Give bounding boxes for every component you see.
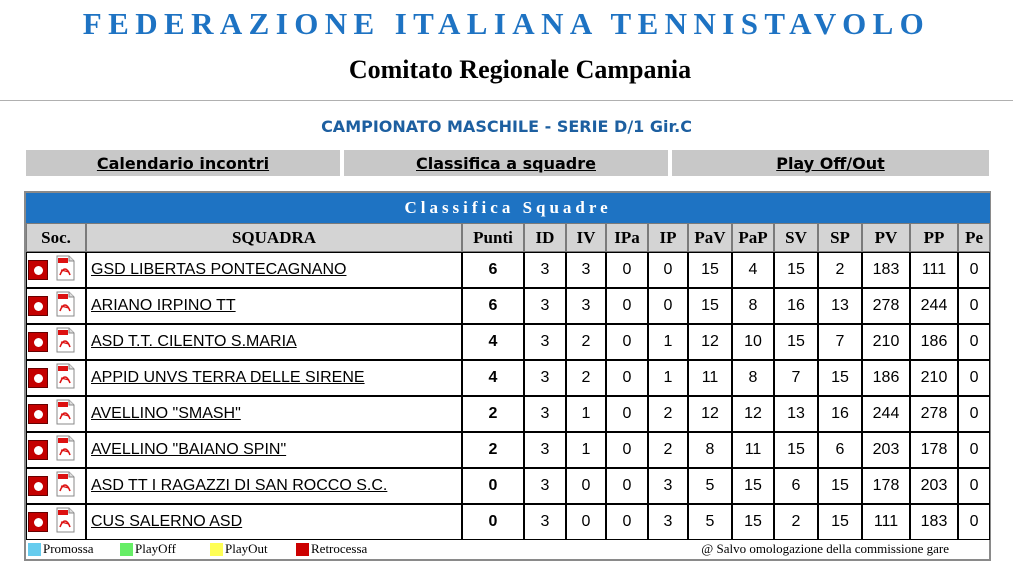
pe-cell: 0 bbox=[958, 288, 990, 324]
punti-cell: 6 bbox=[462, 252, 524, 288]
sv-cell: 2 bbox=[774, 504, 818, 540]
punti-cell: 2 bbox=[462, 432, 524, 468]
pp-cell: 178 bbox=[910, 432, 958, 468]
header-row bbox=[26, 223, 990, 252]
ipa-cell: 0 bbox=[606, 468, 648, 504]
legend-note: @ Salvo omologazione della commissione gare bbox=[701, 541, 949, 556]
pp-cell: 210 bbox=[910, 360, 958, 396]
table-row bbox=[26, 252, 990, 288]
ipa-cell: 0 bbox=[606, 504, 648, 540]
id-cell: 3 bbox=[524, 288, 566, 324]
pv-cell: 203 bbox=[862, 432, 910, 468]
federation-title: FEDERAZIONE ITALIANA TENNISTAVOLO bbox=[82, 6, 931, 41]
id-cell: 3 bbox=[524, 360, 566, 396]
pv-cell: 186 bbox=[862, 360, 910, 396]
sv-cell: 15 bbox=[774, 324, 818, 360]
ip-cell: 1 bbox=[648, 324, 688, 360]
ipa-cell: 0 bbox=[606, 252, 648, 288]
pe-cell: 0 bbox=[958, 324, 990, 360]
sv-cell: 6 bbox=[774, 468, 818, 504]
iv-cell: 0 bbox=[566, 504, 606, 540]
column-header: PV bbox=[862, 223, 910, 252]
pap-cell: 8 bbox=[732, 360, 774, 396]
pv-cell: 244 bbox=[862, 396, 910, 432]
pe-cell: 0 bbox=[958, 252, 990, 288]
ipa-cell: 0 bbox=[606, 360, 648, 396]
pap-cell: 15 bbox=[732, 504, 774, 540]
legend bbox=[26, 539, 989, 559]
team-cell bbox=[86, 396, 462, 432]
column-header: SV bbox=[774, 223, 818, 252]
society-icon[interactable] bbox=[28, 332, 48, 352]
society-cell bbox=[26, 252, 86, 288]
legend-item bbox=[120, 541, 176, 557]
sp-cell: 15 bbox=[818, 504, 862, 540]
team-cell bbox=[86, 252, 462, 288]
column-header: Soc. bbox=[26, 223, 86, 252]
pv-cell: 178 bbox=[862, 468, 910, 504]
sv-cell: 15 bbox=[774, 432, 818, 468]
pp-cell: 244 bbox=[910, 288, 958, 324]
pav-cell: 15 bbox=[688, 252, 732, 288]
iv-cell: 1 bbox=[566, 396, 606, 432]
iv-cell: 3 bbox=[566, 252, 606, 288]
sv-cell: 15 bbox=[774, 252, 818, 288]
iv-cell: 0 bbox=[566, 468, 606, 504]
society-icon[interactable] bbox=[28, 440, 48, 460]
legend-label: Retrocessa bbox=[311, 541, 368, 556]
society-icon[interactable] bbox=[28, 476, 48, 496]
ipa-cell: 0 bbox=[606, 288, 648, 324]
pdf-icon[interactable] bbox=[54, 327, 76, 358]
column-header: PaP bbox=[732, 223, 774, 252]
id-cell: 3 bbox=[524, 504, 566, 540]
society-cell bbox=[26, 468, 86, 504]
punti-cell: 6 bbox=[462, 288, 524, 324]
standings-panel bbox=[24, 191, 991, 561]
pdf-icon[interactable] bbox=[54, 255, 76, 286]
team-link[interactable]: ARIANO IRPINO TT bbox=[91, 297, 236, 314]
sp-cell: 6 bbox=[818, 432, 862, 468]
table-caption: Classifica Squadre bbox=[26, 193, 990, 223]
pp-cell: 111 bbox=[910, 252, 958, 288]
ipa-cell: 0 bbox=[606, 396, 648, 432]
punti-cell: 2 bbox=[462, 396, 524, 432]
team-cell bbox=[86, 432, 462, 468]
team-standings-link[interactable]: Classifica a squadre bbox=[344, 150, 668, 176]
pdf-icon[interactable] bbox=[54, 291, 76, 322]
legend-item bbox=[28, 541, 94, 557]
pap-cell: 12 bbox=[732, 396, 774, 432]
legend-label: Promossa bbox=[43, 541, 94, 556]
sv-cell: 7 bbox=[774, 360, 818, 396]
pe-cell: 0 bbox=[958, 432, 990, 468]
team-cell bbox=[86, 360, 462, 396]
team-link[interactable]: AVELLINO "SMASH" bbox=[91, 405, 241, 422]
team-cell bbox=[86, 468, 462, 504]
pap-cell: 8 bbox=[732, 288, 774, 324]
table-row bbox=[26, 504, 990, 540]
team-cell bbox=[86, 288, 462, 324]
sp-cell: 7 bbox=[818, 324, 862, 360]
column-header: IPa bbox=[606, 223, 648, 252]
legend-swatch bbox=[210, 543, 223, 556]
sp-cell: 2 bbox=[818, 252, 862, 288]
punti-cell: 4 bbox=[462, 360, 524, 396]
column-header: Punti bbox=[462, 223, 524, 252]
iv-cell: 3 bbox=[566, 288, 606, 324]
society-cell bbox=[26, 324, 86, 360]
ip-cell: 0 bbox=[648, 288, 688, 324]
society-icon[interactable] bbox=[28, 512, 48, 532]
column-header: IP bbox=[648, 223, 688, 252]
pp-cell: 278 bbox=[910, 396, 958, 432]
pdf-icon[interactable] bbox=[54, 363, 76, 394]
society-cell bbox=[26, 396, 86, 432]
pe-cell: 0 bbox=[958, 360, 990, 396]
id-cell: 3 bbox=[524, 432, 566, 468]
punti-cell: 4 bbox=[462, 324, 524, 360]
sp-cell: 13 bbox=[818, 288, 862, 324]
id-cell: 3 bbox=[524, 324, 566, 360]
sp-cell: 15 bbox=[818, 468, 862, 504]
column-header: SP bbox=[818, 223, 862, 252]
team-link[interactable]: CUS SALERNO ASD bbox=[91, 513, 243, 530]
team-cell bbox=[86, 324, 462, 360]
pp-cell: 203 bbox=[910, 468, 958, 504]
pe-cell: 0 bbox=[958, 504, 990, 540]
pav-cell: 5 bbox=[688, 468, 732, 504]
playoff-link[interactable]: Play Off/Out bbox=[672, 150, 989, 176]
pav-cell: 11 bbox=[688, 360, 732, 396]
pap-cell: 11 bbox=[732, 432, 774, 468]
pe-cell: 0 bbox=[958, 468, 990, 504]
pap-cell: 4 bbox=[732, 252, 774, 288]
ipa-cell: 0 bbox=[606, 324, 648, 360]
legend-item bbox=[210, 541, 268, 557]
society-icon[interactable] bbox=[28, 368, 48, 388]
id-cell: 3 bbox=[524, 252, 566, 288]
society-cell bbox=[26, 288, 86, 324]
team-cell bbox=[86, 504, 462, 540]
legend-swatch bbox=[28, 543, 41, 556]
society-cell bbox=[26, 360, 86, 396]
sv-cell: 13 bbox=[774, 396, 818, 432]
ip-cell: 2 bbox=[648, 396, 688, 432]
table-row bbox=[26, 288, 990, 324]
calendar-link[interactable]: Calendario incontri bbox=[26, 150, 340, 176]
column-header: Pe bbox=[958, 223, 990, 252]
pv-cell: 111 bbox=[862, 504, 910, 540]
punti-cell: 0 bbox=[462, 468, 524, 504]
iv-cell: 2 bbox=[566, 324, 606, 360]
iv-cell: 2 bbox=[566, 360, 606, 396]
standings-table bbox=[26, 193, 990, 540]
team-link[interactable]: AVELLINO "BAIANO SPIN" bbox=[91, 441, 287, 458]
ip-cell: 2 bbox=[648, 432, 688, 468]
pp-cell: 186 bbox=[910, 324, 958, 360]
legend-label: PlayOff bbox=[135, 541, 176, 556]
pv-cell: 183 bbox=[862, 252, 910, 288]
id-cell: 3 bbox=[524, 468, 566, 504]
column-header: PP bbox=[910, 223, 958, 252]
id-cell: 3 bbox=[524, 396, 566, 432]
team-link[interactable]: APPID UNVS TERRA DELLE SIRENE bbox=[91, 369, 365, 386]
pav-cell: 12 bbox=[688, 324, 732, 360]
header-divider bbox=[0, 100, 1013, 101]
pdf-icon[interactable] bbox=[54, 435, 76, 466]
team-link[interactable]: ASD T.T. CILENTO S.MARIA bbox=[91, 333, 297, 350]
pav-cell: 8 bbox=[688, 432, 732, 468]
punti-cell: 0 bbox=[462, 504, 524, 540]
committee-title: Comitato Regionale Campania bbox=[348, 55, 692, 84]
sp-cell: 16 bbox=[818, 396, 862, 432]
society-icon[interactable] bbox=[28, 296, 48, 316]
table-row bbox=[26, 396, 990, 432]
championship-title: CAMPIONATO MASCHILE - SERIE D/1 Gir.C bbox=[321, 117, 692, 136]
column-header: SQUADRA bbox=[86, 223, 462, 252]
ip-cell: 0 bbox=[648, 252, 688, 288]
ip-cell: 1 bbox=[648, 360, 688, 396]
pav-cell: 15 bbox=[688, 288, 732, 324]
pap-cell: 15 bbox=[732, 468, 774, 504]
table-row bbox=[26, 432, 990, 468]
pv-cell: 210 bbox=[862, 324, 910, 360]
table-row bbox=[26, 324, 990, 360]
column-header: PaV bbox=[688, 223, 732, 252]
column-header: ID bbox=[524, 223, 566, 252]
team-link[interactable]: GSD LIBERTAS PONTECAGNANO bbox=[91, 261, 347, 278]
pp-cell: 183 bbox=[910, 504, 958, 540]
pdf-icon[interactable] bbox=[54, 471, 76, 502]
pav-cell: 12 bbox=[688, 396, 732, 432]
standings-body bbox=[26, 252, 990, 540]
pdf-icon[interactable] bbox=[54, 507, 76, 538]
legend-swatch bbox=[296, 543, 309, 556]
table-row bbox=[26, 360, 990, 396]
pv-cell: 278 bbox=[862, 288, 910, 324]
team-link[interactable]: ASD TT I RAGAZZI DI SAN ROCCO S.C. bbox=[91, 477, 388, 494]
society-cell bbox=[26, 432, 86, 468]
ip-cell: 3 bbox=[648, 468, 688, 504]
nav-bar bbox=[26, 150, 989, 176]
society-cell bbox=[26, 504, 86, 540]
ipa-cell: 0 bbox=[606, 432, 648, 468]
ip-cell: 3 bbox=[648, 504, 688, 540]
sp-cell: 15 bbox=[818, 360, 862, 396]
pdf-icon[interactable] bbox=[54, 399, 76, 430]
sv-cell: 16 bbox=[774, 288, 818, 324]
legend-label: PlayOut bbox=[225, 541, 268, 556]
column-header: IV bbox=[566, 223, 606, 252]
pap-cell: 10 bbox=[732, 324, 774, 360]
iv-cell: 1 bbox=[566, 432, 606, 468]
society-icon[interactable] bbox=[28, 260, 48, 280]
society-icon[interactable] bbox=[28, 404, 48, 424]
pav-cell: 5 bbox=[688, 504, 732, 540]
legend-item bbox=[296, 541, 367, 557]
legend-swatch bbox=[120, 543, 133, 556]
table-row bbox=[26, 468, 990, 504]
pe-cell: 0 bbox=[958, 396, 990, 432]
